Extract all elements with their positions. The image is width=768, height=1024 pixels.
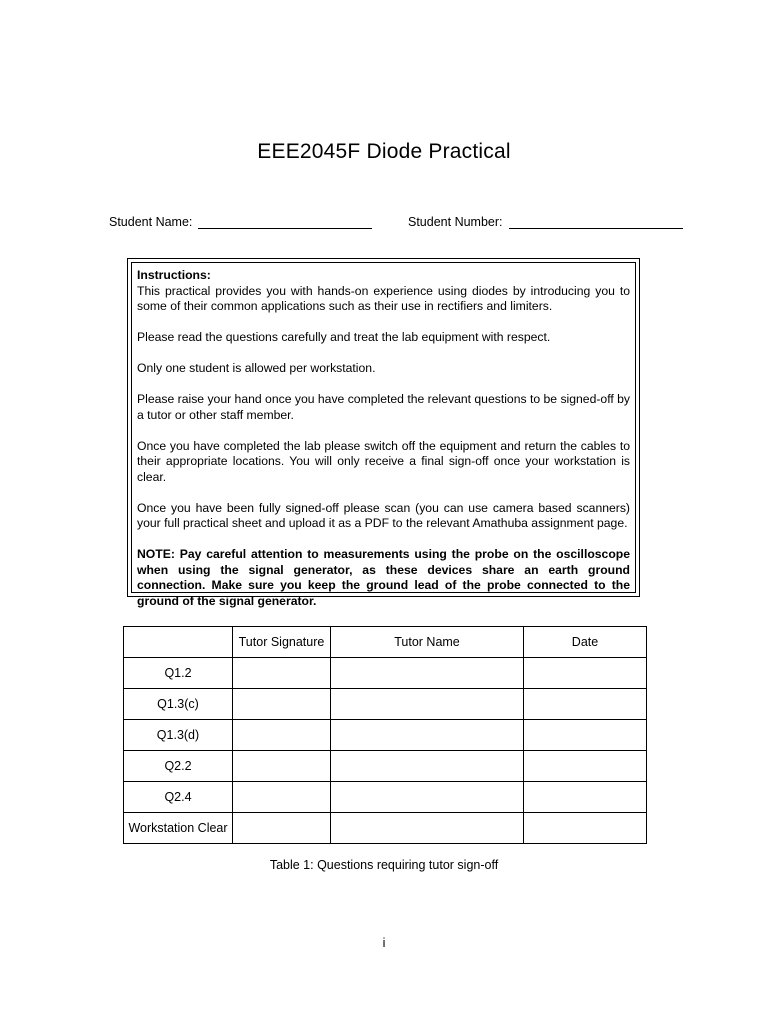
date-cell[interactable] xyxy=(524,782,647,813)
student-name-label: Student Name: xyxy=(109,215,193,229)
date-cell[interactable] xyxy=(524,751,647,782)
student-name-field xyxy=(109,215,372,229)
question-cell: Q1.2 xyxy=(124,658,233,689)
student-number-blank[interactable] xyxy=(509,216,683,229)
question-cell: Q2.4 xyxy=(124,782,233,813)
instruction-note: NOTE: Pay careful attention to measurements using the probe on the oscilloscope when using the signal generator, as these devices share an earth ground connection. Make sure you keep the ground lead of the probe connected to the ground of the signal generator. xyxy=(137,547,630,608)
tutor-name-cell[interactable] xyxy=(331,658,524,689)
signature-cell[interactable] xyxy=(233,751,331,782)
date-cell[interactable] xyxy=(524,689,647,720)
signature-cell[interactable] xyxy=(233,813,331,844)
question-cell: Q1.3(d) xyxy=(124,720,233,751)
instruction-paragraph: Once you have completed the lab please switch off the equipment and return the cables to their appropriate locations. You will only receive a final sign-off once your workstation is clear. xyxy=(137,438,630,484)
tutor-name-cell[interactable] xyxy=(331,720,524,751)
header-cell: Tutor Name xyxy=(331,627,524,658)
student-number-label: Student Number: xyxy=(408,215,503,229)
table-row xyxy=(124,658,647,689)
date-cell[interactable] xyxy=(524,720,647,751)
table-caption: Table 1: Questions requiring tutor sign-off xyxy=(269,858,499,872)
instruction-paragraph: This practical provides you with hands-on experience using diodes by introducing you to some of their common applications such as their use in rectifiers and limiters. xyxy=(137,283,630,313)
signoff-table xyxy=(123,626,647,844)
instruction-paragraph: Only one student is allowed per workstation. xyxy=(137,361,376,375)
tutor-name-cell[interactable] xyxy=(331,782,524,813)
table-row xyxy=(124,689,647,720)
instruction-paragraph: Please raise your hand once you have completed the relevant questions to be signed-off by a tutor or other staff member. xyxy=(137,392,631,422)
signature-cell[interactable] xyxy=(233,689,331,720)
signature-cell[interactable] xyxy=(233,720,331,751)
student-number-field xyxy=(408,215,683,229)
table-row xyxy=(124,751,647,782)
instructions-box xyxy=(127,258,640,608)
question-cell: Workstation Clear xyxy=(124,813,233,844)
table-row xyxy=(124,720,647,751)
signature-cell[interactable] xyxy=(233,658,331,689)
student-name-blank[interactable] xyxy=(198,216,372,229)
header-cell: Date xyxy=(524,627,647,658)
document-title: EEE2045F Diode Practical xyxy=(257,140,511,163)
instructions-heading: Instructions: xyxy=(137,268,211,282)
instruction-paragraph: Once you have been fully signed-off please scan (you can use camera based scanners) your full practical sheet and upload it as a PDF to the relevant Amathuba assignment page. xyxy=(137,500,630,530)
date-cell[interactable] xyxy=(524,813,647,844)
instruction-paragraph: Please read the questions carefully and treat the lab equipment with respect. xyxy=(137,330,551,344)
question-cell: Q1.3(c) xyxy=(124,689,233,720)
page-number: i xyxy=(382,936,386,950)
table-row xyxy=(124,813,647,844)
tutor-name-cell[interactable] xyxy=(331,751,524,782)
header-cell xyxy=(124,627,233,658)
table-row xyxy=(124,782,647,813)
question-cell: Q2.2 xyxy=(124,751,233,782)
tutor-name-cell[interactable] xyxy=(331,813,524,844)
header-cell: Tutor Signature xyxy=(233,627,331,658)
date-cell[interactable] xyxy=(524,658,647,689)
signature-cell[interactable] xyxy=(233,782,331,813)
tutor-name-cell[interactable] xyxy=(331,689,524,720)
instructions-content xyxy=(131,262,636,608)
table-header-row xyxy=(124,627,647,658)
